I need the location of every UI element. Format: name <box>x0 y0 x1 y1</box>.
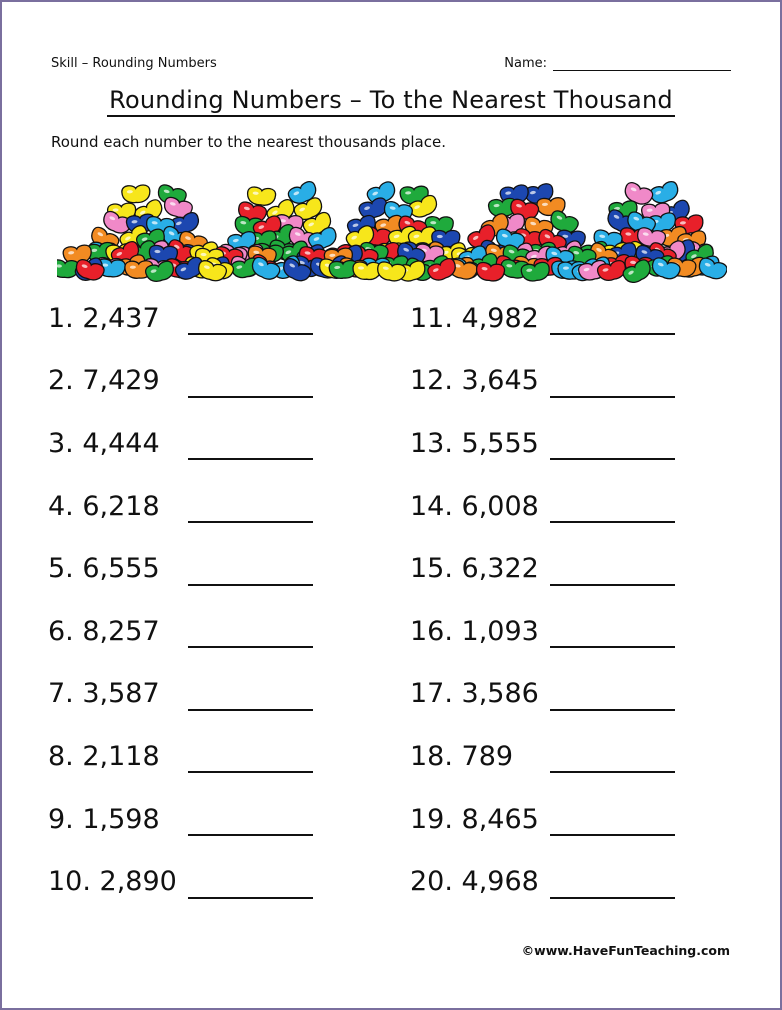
skill-label: Skill – Rounding Numbers <box>51 56 217 71</box>
problem-row <box>410 475 710 538</box>
answer-blank <box>188 566 313 586</box>
worksheet-title: Rounding Numbers – To the Nearest Thousand <box>107 86 675 117</box>
problem-row <box>410 725 710 788</box>
problem-row <box>410 287 710 350</box>
problem-row <box>410 350 710 413</box>
problem-row <box>410 850 710 913</box>
problem-label: 10. 2,890 <box>48 866 177 898</box>
problem-row <box>410 412 710 475</box>
answer-blank <box>188 816 313 836</box>
answer-blank <box>550 816 675 836</box>
problem-row <box>48 725 348 788</box>
problems-right-column <box>410 287 710 913</box>
problem-label: 2. 7,429 <box>48 365 160 397</box>
problem-row <box>410 600 710 663</box>
problem-label: 16. 1,093 <box>410 615 539 647</box>
problems-left-column <box>48 287 348 913</box>
answer-blank <box>550 503 675 523</box>
problem-label: 11. 4,982 <box>410 302 539 334</box>
answer-blank <box>550 378 675 398</box>
problem-row <box>48 788 348 851</box>
problem-label: 20. 4,968 <box>410 866 539 898</box>
problem-row <box>48 537 348 600</box>
problem-label: 4. 6,218 <box>48 490 160 522</box>
problem-label: 1. 2,437 <box>48 302 160 334</box>
copyright-footer: ©www.HaveFunTeaching.com <box>521 943 730 958</box>
problem-label: 17. 3,586 <box>410 678 539 710</box>
problem-label: 5. 6,555 <box>48 553 160 585</box>
problem-label: 7. 3,587 <box>48 678 160 710</box>
problem-row <box>48 287 348 350</box>
answer-blank <box>550 315 675 335</box>
problem-label: 9. 1,598 <box>48 803 160 835</box>
answer-blank <box>188 691 313 711</box>
instructions: Round each number to the nearest thousands place. <box>51 133 446 151</box>
problem-label: 3. 4,444 <box>48 427 160 459</box>
answer-blank <box>550 691 675 711</box>
problem-label: 8. 2,118 <box>48 740 160 772</box>
worksheet-header <box>51 56 731 76</box>
jelly-beans-icon <box>57 158 727 283</box>
problem-row <box>48 850 348 913</box>
problem-row <box>410 537 710 600</box>
problem-row <box>48 663 348 726</box>
answer-blank <box>550 753 675 773</box>
answer-blank <box>188 628 313 648</box>
answer-blank <box>550 628 675 648</box>
answer-blank <box>550 566 675 586</box>
problem-row <box>48 475 348 538</box>
name-field <box>504 56 731 71</box>
problem-label: 6. 8,257 <box>48 615 160 647</box>
problem-row <box>48 412 348 475</box>
answer-blank <box>188 440 313 460</box>
name-blank-line <box>553 58 731 71</box>
problem-label: 12. 3,645 <box>410 365 539 397</box>
problem-label: 19. 8,465 <box>410 803 539 835</box>
answer-blank <box>188 503 313 523</box>
problem-label: 15. 6,322 <box>410 553 539 585</box>
problem-row <box>48 600 348 663</box>
problem-label: 18. 789 <box>410 740 514 772</box>
problem-row <box>410 788 710 851</box>
problem-row <box>48 350 348 413</box>
problem-row <box>410 663 710 726</box>
problem-label: 14. 6,008 <box>410 490 539 522</box>
problem-label: 13. 5,555 <box>410 427 539 459</box>
answer-blank <box>188 879 313 899</box>
answer-blank <box>188 753 313 773</box>
answer-blank <box>550 440 675 460</box>
answer-blank <box>188 315 313 335</box>
name-label: Name: <box>504 56 547 71</box>
worksheet-title-wrap <box>0 86 782 114</box>
answer-blank <box>550 879 675 899</box>
answer-blank <box>188 378 313 398</box>
